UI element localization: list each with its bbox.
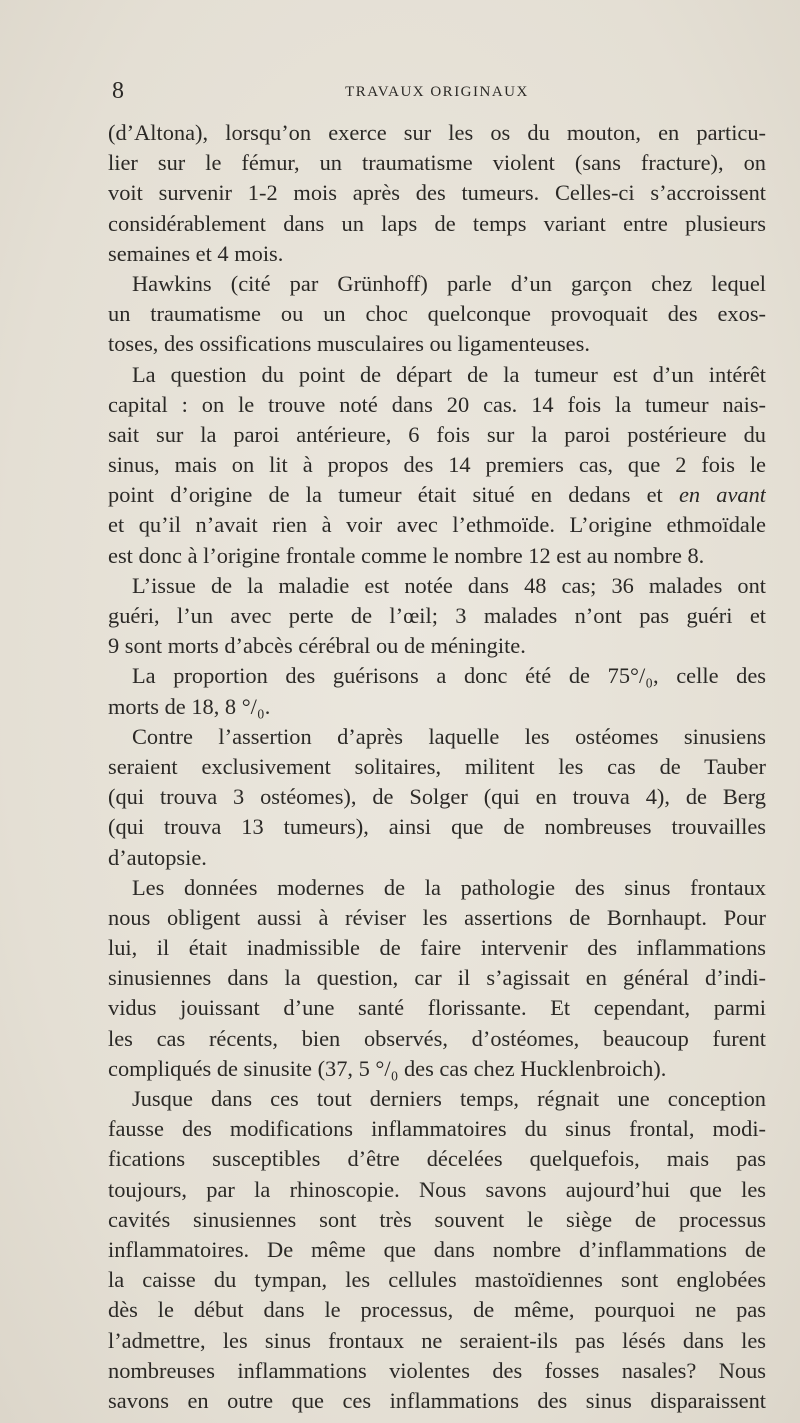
text-line	[108, 510, 766, 540]
text-line-content: est donc à l’origine frontale comme le nombre 12 est au nombre 8.	[108, 542, 705, 568]
text-line	[108, 1235, 766, 1265]
text-line	[108, 692, 766, 722]
text-line	[108, 933, 766, 963]
text-line-content: compliqués de sinusite (37, 5 °/₀ des cas chez Hucklenbroich).	[108, 1055, 667, 1081]
text-line	[108, 1295, 766, 1325]
text-line	[108, 571, 766, 601]
text-line-content: Hawkins (cité par Grünhoff) parle d’un garçon chez lequel	[132, 270, 766, 296]
text-line-content: Les données modernes de la pathologie des sinus frontaux	[132, 874, 766, 900]
text-line	[108, 209, 766, 239]
text-line	[108, 661, 766, 691]
text-line-content: La question du point de départ de la tumeur est d’un intérêt	[132, 361, 766, 387]
text-line	[108, 1205, 766, 1235]
text-line-content: sinus, mais on lit à propos des 14 premiers cas, que 2 fois le	[108, 452, 766, 478]
body-text	[108, 118, 766, 1416]
text-line	[108, 178, 766, 208]
text-line-content: voit survenir 1-2 mois après des tumeurs. Celles-ci s’accroissent	[108, 180, 766, 206]
text-line	[108, 1326, 766, 1356]
text-line-content: et qu’il n’avait rien à voir avec l’ethmoïde. L’origine ethmoïdale	[108, 512, 766, 538]
text-line	[108, 1084, 766, 1114]
text-line	[108, 1054, 766, 1084]
text-line	[108, 993, 766, 1023]
page-number: 8	[112, 78, 124, 104]
text-line	[108, 782, 766, 812]
running-head: TRAVAUX ORIGINAUX	[345, 84, 529, 100]
text-line	[108, 601, 766, 631]
text-line	[108, 1265, 766, 1295]
text-line	[108, 631, 766, 661]
text-line-content: seraient exclusivement solitaires, militent les cas de Tauber	[108, 753, 766, 779]
text-line	[108, 420, 766, 450]
text-line-content: considérablement dans un laps de temps variant entre plusieurs	[108, 210, 766, 236]
text-line-content: nous obligent aussi à réviser les assertions de Bornhaupt. Pour	[108, 904, 766, 930]
text-line	[108, 148, 766, 178]
text-line	[108, 843, 766, 873]
text-line-content: sinusiennes dans la question, car il s’agissait en général d’indi-	[108, 965, 766, 991]
text-line	[108, 1356, 766, 1386]
text-line-content: L’issue de la maladie est notée dans 48 cas; 36 malades ont	[132, 572, 766, 598]
page-header	[108, 76, 766, 106]
text-line	[108, 360, 766, 390]
text-line-content: La proportion des guérisons a donc été de 75°/₀, celle des	[132, 663, 766, 689]
text-line-content: semaines et 4 mois.	[108, 240, 284, 266]
text-line-content: toses, des ossifications musculaires ou ligamenteuses.	[108, 331, 590, 357]
text-line-content: cavités sinusiennes sont très souvent le siège de processus	[108, 1206, 766, 1232]
text-line-content: toujours, par la rhinoscopie. Nous savons aujourd’hui que les	[108, 1176, 766, 1202]
text-line-content: (d’Altona), lorsqu’on exerce sur les os du mouton, en particu-	[108, 120, 766, 145]
text-line-content: la caisse du tympan, les cellules mastoïdiennes sont englobées	[108, 1267, 766, 1293]
text-line-content: l’admettre, les sinus frontaux ne seraient-ils pas lésés dans les	[108, 1327, 766, 1353]
text-line-content: Jusque dans ces tout derniers temps, régnait une conception	[132, 1086, 766, 1111]
text-line-content: morts de 18, 8 °/₀.	[108, 693, 271, 719]
text-line	[108, 1024, 766, 1054]
text-line	[108, 329, 766, 359]
text-line	[108, 812, 766, 842]
text-line-content: un traumatisme ou un choc quelconque provoquait des exos-	[108, 301, 766, 327]
text-line	[108, 722, 766, 752]
text-line	[108, 1144, 766, 1174]
text-line	[108, 299, 766, 329]
text-line	[108, 752, 766, 782]
text-line	[108, 963, 766, 993]
text-line-content: sait sur la paroi antérieure, 6 fois sur la paroi postérieure du	[108, 421, 766, 447]
text-line	[108, 1175, 766, 1205]
text-line	[108, 450, 766, 480]
text-line-content: dès le début dans le processus, de même, pourquoi ne pas	[108, 1297, 766, 1323]
text-line-content: capital : on le trouve noté dans 20 cas. 14 fois la tumeur nais-	[108, 391, 766, 417]
text-line-content: d’autopsie.	[108, 844, 207, 870]
text-line	[108, 903, 766, 933]
text-line	[108, 480, 766, 510]
text-line-content: lier sur le fémur, un traumatisme violent (sans fracture), on	[108, 150, 766, 176]
text-line-content: fications susceptibles d’être décelées quelquefois, mais pas	[108, 1146, 766, 1172]
text-line-content: (qui trouva 3 ostéomes), de Solger (qui en trouva 4), de Berg	[108, 784, 766, 810]
text-line-content: guéri, l’un avec perte de l’œil; 3 malades n’ont pas guéri et	[108, 603, 766, 628]
text-line	[108, 239, 766, 269]
text-line-content: fausse des modifications inflammatoires du sinus frontal, modi-	[108, 1116, 766, 1142]
text-line-content: vidus jouissant d’une santé florissante. Et cependant, parmi	[108, 995, 766, 1021]
italic-phrase: en avant	[678, 482, 766, 508]
text-line-content: les cas récents, bien observés, d’ostéomes, beaucoup furent	[108, 1025, 766, 1051]
text-line	[108, 118, 766, 148]
text-line	[108, 269, 766, 299]
text-line-content: (qui trouva 13 tumeurs), ainsi que de nombreuses trouvailles	[108, 814, 766, 840]
text-line-content: point d’origine de la tumeur était situé en dedans et	[108, 482, 679, 508]
text-line-content: 9 sont morts d’abcès cérébral ou de méningite.	[108, 633, 526, 659]
text-line	[108, 1114, 766, 1144]
text-line	[108, 390, 766, 420]
text-line	[108, 1386, 766, 1416]
text-line-content: Contre l’assertion d’après laquelle les ostéomes sinusiens	[132, 723, 766, 749]
text-line-content: nombreuses inflammations violentes des fosses nasales? Nous	[108, 1357, 766, 1383]
text-line	[108, 873, 766, 903]
text-line-content: lui, il était inadmissible de faire intervenir des inflammations	[108, 935, 766, 961]
text-line-content: inflammatoires. De même que dans nombre d’inflammations de	[108, 1236, 766, 1262]
text-line-content: savons en outre que ces inflammations des sinus disparaissent	[108, 1387, 766, 1413]
text-line	[108, 541, 766, 571]
